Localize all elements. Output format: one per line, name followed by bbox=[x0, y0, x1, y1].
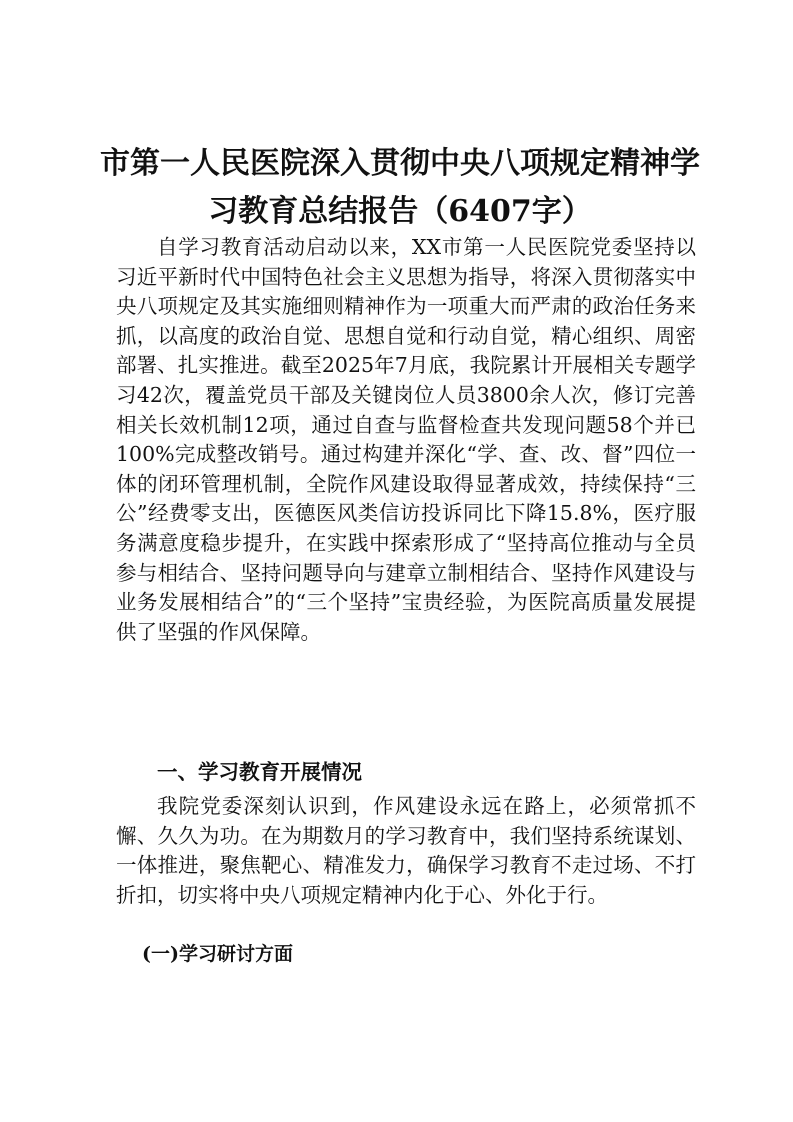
intro-paragraph: 自学习教育活动启动以来，XX市第一人民医院党委坚持以习近平新时代中国特色社会主义思想为指导，将深入贯彻落实中央八项规定及其实施细则精神作为一项重大而严肃的政治任务来抓，以高度的政治自觉、思想自觉和行动自觉，精心组织、周密部署、扎实推进。截至2025年7月底，我院累计开展相关专题学习42次，覆盖党员干部及关键岗位人员3800余人次，修订完善相关长效机制12项，通过自查与监督检查共发现问题58个并已100%完成整改销号。通过构建并深化“学、查、改、督”四位一体的闭环管理机制，全院作风建设取得显著成效，持续保持“三公”经费零支出，医德医风类信访投诉同比下降15.8%，医疗服务满意度稳步提升，在实践中探索形成了“坚持高位推动与全员参与相结合、坚持问题导向与建章立制相结合、坚持作风建设与业务发展相结合”的“三个坚持”宝贵经验，为医院高质量发展提供了坚强的作风保障。 bbox=[116, 235, 696, 644]
document-title: 市第一人民医院深入贯彻中央八项规定精神学习教育总结报告（6407字） bbox=[100, 146, 700, 229]
section-paragraph: 我院党委深刻认识到，作风建设永远在路上，必须常抓不懈、久久为功。在为期数月的学习教育中，我们坚持系统谋划、一体推进，聚焦靶心、精准发力，确保学习教育不走过场、不打折扣，切实将中央八项规定精神内化于心、外化于行。 bbox=[116, 794, 696, 907]
subsection-heading: (一)学习研讨方面 bbox=[142, 943, 293, 965]
section-heading: 一、学习教育开展情况 bbox=[157, 760, 362, 784]
